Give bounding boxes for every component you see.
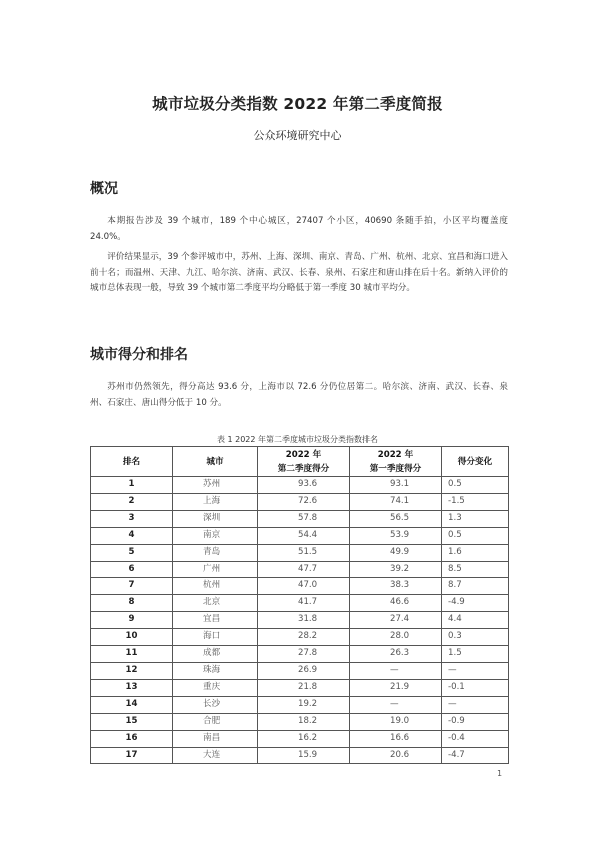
cell-change: 0.3 — [442, 629, 509, 646]
table-row — [91, 662, 509, 679]
cell-q2-score: 15.9 — [258, 747, 350, 764]
table-row — [91, 713, 509, 730]
cell-rank: 8 — [91, 595, 173, 612]
table-row — [91, 493, 509, 510]
cell-q1-score: — — [350, 662, 442, 679]
cell-q1-score: 16.6 — [350, 730, 442, 747]
cell-change: -0.4 — [442, 730, 509, 747]
cell-q2-score: 93.6 — [258, 477, 350, 494]
organization-name: 公众环境研究中心 — [253, 129, 342, 142]
cell-change: -4.7 — [442, 747, 509, 764]
cell-change: 1.3 — [442, 510, 509, 527]
table-row — [91, 747, 509, 764]
cell-q2-score: 57.8 — [258, 510, 350, 527]
table-row — [91, 646, 509, 663]
cell-q2-score: 54.4 — [258, 527, 350, 544]
cell-q1-score: 39.2 — [350, 561, 442, 578]
cell-rank: 16 — [91, 730, 173, 747]
overview-paragraph-2: 评价结果显示，39 个参评城市中，苏州、上海、深圳、南京、青岛、广州、杭州、北京、宜昌和海口进入前十名；而温州、天津、九江、哈尔滨、济南、武汉、长春、泉州、石家庄和唐山排在后十名。新纳入评价的城市总体表现一般，导致 39 个城市第二季度平均分略低于第一季度 30 城市平均分。 — [90, 252, 508, 293]
cell-q1-score: — — [350, 696, 442, 713]
cell-change: -1.5 — [442, 493, 509, 510]
cell-rank: 9 — [91, 612, 173, 629]
cell-rank: 5 — [91, 544, 173, 561]
cell-change: 1.5 — [442, 646, 509, 663]
cell-q1-score: 74.1 — [350, 493, 442, 510]
cell-city: 海口 — [173, 629, 258, 646]
cell-city: 苏州 — [173, 477, 258, 494]
page-number: 1 — [497, 769, 503, 778]
cell-city: 长沙 — [173, 696, 258, 713]
cell-change: — — [442, 696, 509, 713]
table-row — [91, 544, 509, 561]
cell-q2-score: 21.8 — [258, 679, 350, 696]
cell-change: 8.7 — [442, 578, 509, 595]
cell-q1-score: 46.6 — [350, 595, 442, 612]
header-rank: 排名 — [91, 447, 173, 477]
cell-rank: 1 — [91, 477, 173, 494]
cell-q1-score: 21.9 — [350, 679, 442, 696]
cell-q2-score: 26.9 — [258, 662, 350, 679]
cell-city: 大连 — [173, 747, 258, 764]
ranking-paragraph: 苏州市仍然领先，得分高达 93.6 分，上海市以 72.6 分仍位居第二。哈尔滨、济南、武汉、长春、泉州、石家庄、唐山得分低于 10 分。 — [90, 382, 508, 408]
table-row — [91, 612, 509, 629]
table-row — [91, 527, 509, 544]
table-row — [91, 696, 509, 713]
cell-change: — — [442, 662, 509, 679]
cell-q2-score: 28.2 — [258, 629, 350, 646]
cell-rank: 3 — [91, 510, 173, 527]
cell-city: 南京 — [173, 527, 258, 544]
table-header-row — [91, 447, 509, 477]
overview-paragraph-1: 本期报告涉及 39 个城市，189 个中心城区，27407 个小区，40690 条随手拍，小区平均覆盖度 24.0%。 — [90, 216, 508, 242]
cell-city: 合肥 — [173, 713, 258, 730]
table-row — [91, 510, 509, 527]
cell-city: 青岛 — [173, 544, 258, 561]
cell-q2-score: 72.6 — [258, 493, 350, 510]
cell-rank: 15 — [91, 713, 173, 730]
cell-rank: 2 — [91, 493, 173, 510]
cell-q2-score: 51.5 — [258, 544, 350, 561]
table-row — [91, 730, 509, 747]
header-q2-line2: 第二季度得分 — [277, 463, 330, 474]
cell-change: 0.5 — [442, 527, 509, 544]
cell-q1-score: 26.3 — [350, 646, 442, 663]
cell-change: -0.9 — [442, 713, 509, 730]
cell-rank: 6 — [91, 561, 173, 578]
section-heading-ranking: 城市得分和排名 — [90, 347, 188, 363]
header-q1-line1: 2022 年 — [377, 449, 414, 460]
cell-q2-score: 19.2 — [258, 696, 350, 713]
cell-change: 0.5 — [442, 477, 509, 494]
cell-city: 深圳 — [173, 510, 258, 527]
cell-change: -0.1 — [442, 679, 509, 696]
cell-change: 4.4 — [442, 612, 509, 629]
cell-rank: 4 — [91, 527, 173, 544]
cell-q1-score: 27.4 — [350, 612, 442, 629]
cell-city: 上海 — [173, 493, 258, 510]
cell-rank: 10 — [91, 629, 173, 646]
cell-q2-score: 27.8 — [258, 646, 350, 663]
cell-city: 成都 — [173, 646, 258, 663]
ranking-table — [90, 446, 509, 764]
table-row — [91, 629, 509, 646]
header-q1-score — [350, 447, 442, 477]
table-body — [91, 477, 509, 764]
cell-q2-score: 31.8 — [258, 612, 350, 629]
table-row — [91, 477, 509, 494]
cell-rank: 13 — [91, 679, 173, 696]
cell-city: 宜昌 — [173, 612, 258, 629]
header-city: 城市 — [173, 447, 258, 477]
cell-city: 北京 — [173, 595, 258, 612]
cell-city: 杭州 — [173, 578, 258, 595]
document-title: 城市垃圾分类指数 2022 年第二季度简报 — [152, 95, 443, 113]
cell-change: -4.9 — [442, 595, 509, 612]
cell-city: 重庆 — [173, 679, 258, 696]
header-change: 得分变化 — [442, 447, 509, 477]
cell-q2-score: 18.2 — [258, 713, 350, 730]
header-q2-line1: 2022 年 — [285, 449, 322, 460]
cell-rank: 14 — [91, 696, 173, 713]
header-q2-score — [258, 447, 350, 477]
cell-change: 1.6 — [442, 544, 509, 561]
table-caption: 表 1 2022 年第二季度城市垃圾分类指数排名 — [216, 435, 379, 444]
cell-q1-score: 19.0 — [350, 713, 442, 730]
cell-city: 广州 — [173, 561, 258, 578]
cell-change: 8.5 — [442, 561, 509, 578]
header-q1-line2: 第一季度得分 — [369, 463, 422, 474]
cell-q2-score: 47.7 — [258, 561, 350, 578]
cell-q1-score: 53.9 — [350, 527, 442, 544]
section-heading-overview: 概况 — [90, 181, 118, 197]
cell-rank: 11 — [91, 646, 173, 663]
table-row — [91, 561, 509, 578]
cell-q2-score: 16.2 — [258, 730, 350, 747]
cell-q1-score: 28.0 — [350, 629, 442, 646]
cell-rank: 7 — [91, 578, 173, 595]
cell-q1-score: 20.6 — [350, 747, 442, 764]
cell-q1-score: 38.3 — [350, 578, 442, 595]
cell-q2-score: 47.0 — [258, 578, 350, 595]
cell-rank: 12 — [91, 662, 173, 679]
cell-rank: 17 — [91, 747, 173, 764]
cell-city: 南昌 — [173, 730, 258, 747]
table-row — [91, 578, 509, 595]
cell-q1-score: 56.5 — [350, 510, 442, 527]
cell-q1-score: 93.1 — [350, 477, 442, 494]
cell-q2-score: 41.7 — [258, 595, 350, 612]
cell-q1-score: 49.9 — [350, 544, 442, 561]
table-row — [91, 595, 509, 612]
table-row — [91, 679, 509, 696]
cell-city: 珠海 — [173, 662, 258, 679]
